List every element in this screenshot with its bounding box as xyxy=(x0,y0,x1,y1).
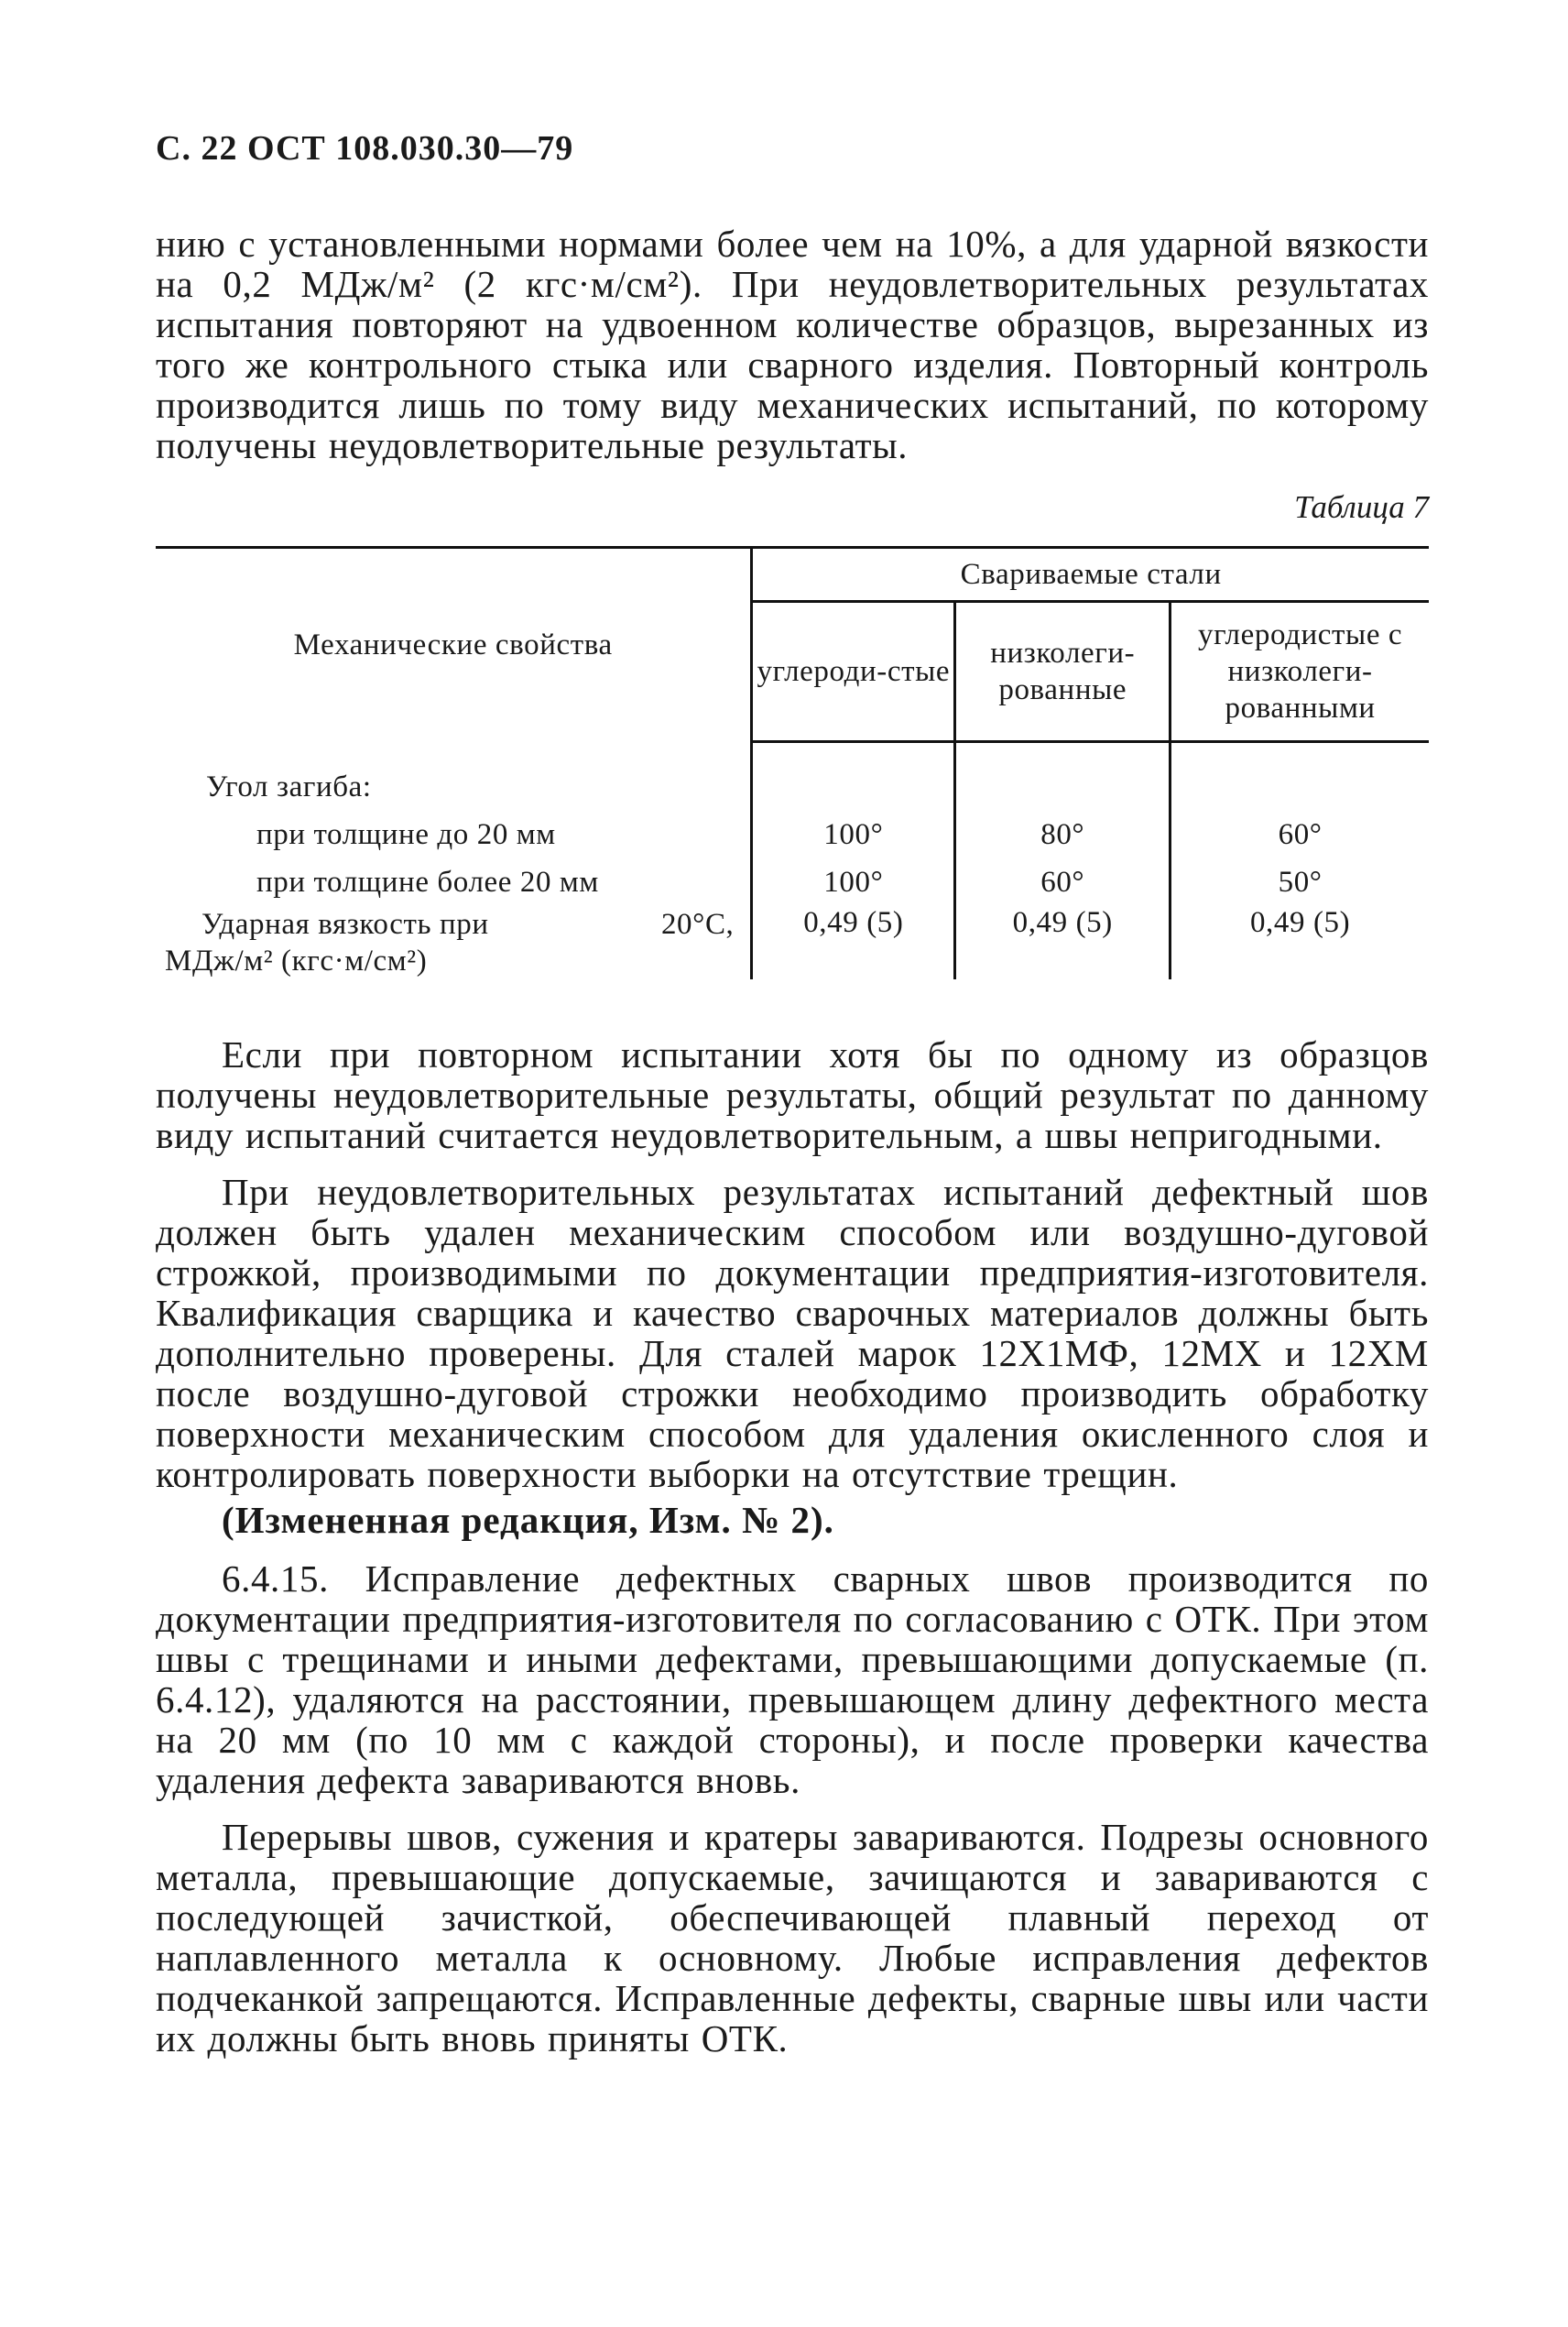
row-label-impact xyxy=(156,906,752,979)
paragraph-6-4-15: 6.4.15. Исправление дефектных сварных швов производится по документации предприятия-изготовителя по согласованию с ОТК. При этом швы с трещинами и иными дефектами, превышающими допускаемые (п. 6.4.12), удаляются на расстоянии, превышающем длину дефектного места на 20 мм (по 10 мм с каждой стороны), и после проверки качества удаления дефекта завариваются вновь. xyxy=(156,1557,1429,1801)
table-row xyxy=(156,858,1429,906)
mechanical-properties-table xyxy=(156,546,1429,979)
row-group-label: Угол загиба: xyxy=(156,763,752,811)
paragraph-weld-breaks: Перерывы швов, сужения и кратеры завариваются. Подрезы основного металла, превышающие допускаемые, зачищаются и завариваются с последующей зачисткой, обеспечивающей плавный переход от наплавленного металла к основному. Любые исправления дефектов подчеканкой запрещаются. Исправленные дефекты, сварные швы или части их должны быть вновь приняты ОТК. xyxy=(156,1816,1429,2059)
table-cell: 0,49 (5) xyxy=(752,906,955,979)
column-header-properties: Механические свойства xyxy=(156,548,752,742)
paragraph-continuation: нию с установленными нормами более чем на 10%, а для ударной вязкости на 0,2 МДж/м² (2 кгс·м/см²). При неудовлетворительных результатах испытания повторяют на удвоенном количестве образцов, вырезанных из того же контрольного стыка или сварного изделия. Повторный контроль производится лишь по тому виду механических испытаний, по которому получены неудовлетворительные результаты. xyxy=(156,223,1429,466)
table-cell: 0,49 (5) xyxy=(955,906,1171,979)
table-row xyxy=(156,906,1429,979)
table-cell: 60° xyxy=(1278,817,1323,851)
table-row xyxy=(156,763,1429,811)
table-row xyxy=(156,811,1429,858)
column-header-low-alloy: низколеги-рованные xyxy=(955,602,1171,742)
impact-label-a: Ударная вязкость при xyxy=(201,908,489,941)
revision-note: (Измененная редакция, Изм. № 2). xyxy=(222,1499,834,1541)
table-cell: 80° xyxy=(955,811,1171,858)
page-header: С. 22 ОСТ 108.030.30—79 xyxy=(156,129,574,168)
table-cell: 100° xyxy=(752,858,955,906)
document-page xyxy=(156,128,1429,2059)
impact-label-b: 20°С, xyxy=(660,908,735,941)
row-label: при толщине до 20 мм xyxy=(156,811,752,858)
column-group-header: Свариваемые стали xyxy=(752,548,1429,602)
table-caption: Таблица 7 xyxy=(1294,489,1429,525)
table-cell: 0,49 (5) xyxy=(1249,906,1351,939)
paragraph-defect-removal: При неудовлетворительных результатах испытаний дефектный шов должен быть удален механическим способом или воздушно-дуговой строжкой, производимыми по документации предприятия-изготовителя. Квалификация сварщика и качество сварочных материалов должны быть дополнительно проверены. Для сталей марок 12Х1МФ, 12МХ и 12ХМ после воздушно-дуговой строжки необходимо производить обработку поверхности механическим способом для удаления окисленного слоя и контролировать поверхности выборки на отсутствие трещин. xyxy=(156,1171,1429,1495)
table-cell: 50° xyxy=(1278,865,1323,899)
paragraph-repeat-test: Если при повторном испытании хотя бы по одному из образцов получены неудовлетворительные результаты, общий результат по данному виду испытаний считается неудовлетворительным, а швы непригодными. xyxy=(156,1033,1429,1156)
table-cell: 100° xyxy=(752,811,955,858)
column-header-carbon: углероди-стые xyxy=(752,602,955,742)
table-cell: 60° xyxy=(955,858,1171,906)
impact-label-c: МДж/м² (кгс·м/см²) xyxy=(165,945,428,978)
column-header-mixed: углеродистые с низколеги-рованными xyxy=(1171,602,1429,742)
row-label: при толщине более 20 мм xyxy=(156,858,752,906)
